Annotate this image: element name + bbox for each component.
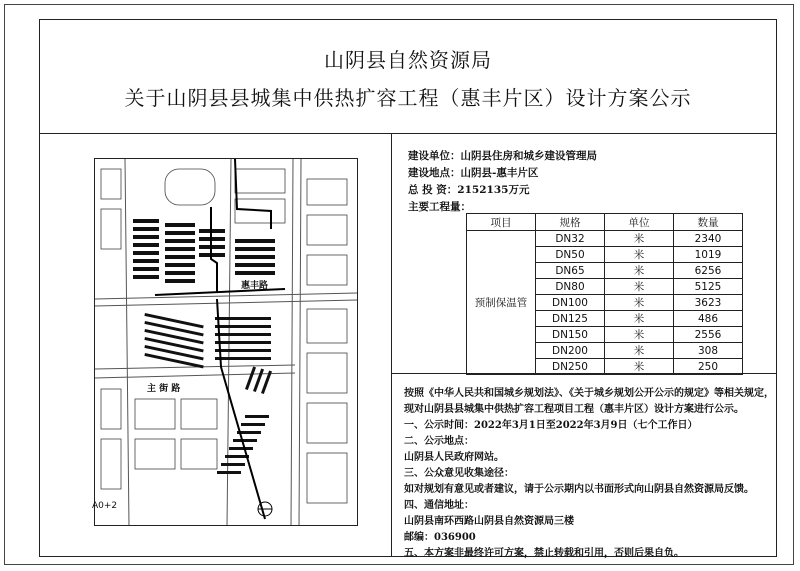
spec-cell: DN80 bbox=[536, 279, 605, 295]
unit-cell: 米 bbox=[605, 327, 674, 343]
spec-cell: DN125 bbox=[536, 311, 605, 327]
table-header-row bbox=[467, 214, 743, 231]
spec-cell: DN65 bbox=[536, 263, 605, 279]
qty-cell: 308 bbox=[674, 343, 743, 359]
notice-time: 一、公示时间：2022年3月1日至2022年3月9日（七个工作日） bbox=[404, 420, 698, 431]
site-plan-drawing bbox=[95, 159, 358, 526]
public-notice-text bbox=[392, 374, 776, 559]
unit-cell: 米 bbox=[605, 263, 674, 279]
project-info-panel bbox=[392, 134, 776, 374]
unit-cell: 米 bbox=[605, 295, 674, 311]
qty-cell: 3623 bbox=[674, 295, 743, 311]
road-label-mid: 惠丰路 bbox=[241, 281, 269, 291]
title-block bbox=[40, 20, 776, 134]
notice-paragraph-2: 现对山阴县县城集中供热扩容工程项目工程（惠丰片区）设计方案进行公示。 bbox=[404, 404, 744, 415]
quantities-table bbox=[466, 213, 743, 375]
north-arrow-icon bbox=[258, 502, 272, 516]
notice-title: 关于山阴县县城集中供热扩容工程（惠丰片区）设计方案公示 bbox=[124, 86, 692, 110]
unit-cell: 米 bbox=[605, 247, 674, 263]
address-heading: 四、通信地址： bbox=[404, 500, 474, 511]
qty-cell: 2340 bbox=[674, 231, 743, 247]
item-name-cell: 预制保温管 bbox=[467, 231, 536, 375]
qty-cell: 486 bbox=[674, 311, 743, 327]
total-investment: 总 投 资：2152135万元 bbox=[408, 184, 530, 196]
unit-cell: 米 bbox=[605, 279, 674, 295]
quantities-heading: 主要工程量： bbox=[408, 201, 471, 213]
unit-cell: 米 bbox=[605, 343, 674, 359]
map-panel bbox=[40, 134, 392, 556]
drawing-sheet bbox=[4, 4, 794, 565]
qty-cell: 250 bbox=[674, 359, 743, 375]
feedback-text: 如对规划有意见或者建议，请于公示期内以书面形式向山阴县自然资源局反馈。 bbox=[404, 484, 754, 495]
qty-cell: 6256 bbox=[674, 263, 743, 279]
spec-cell: DN50 bbox=[536, 247, 605, 263]
header-item: 项目 bbox=[467, 214, 536, 231]
postcode: 邮编：036900 bbox=[404, 532, 476, 543]
site-plan-map bbox=[94, 158, 358, 526]
spec-cell: DN250 bbox=[536, 359, 605, 375]
spec-cell: DN100 bbox=[536, 295, 605, 311]
spec-cell: DN150 bbox=[536, 327, 605, 343]
address-text: 山阴县南环西路山阴县自然资源局三楼 bbox=[404, 516, 574, 527]
header-spec: 规格 bbox=[536, 214, 605, 231]
unit-cell: 米 bbox=[605, 359, 674, 375]
drawing-frame bbox=[39, 19, 777, 557]
issuer-title: 山阴县自然资源局 bbox=[324, 48, 492, 72]
header-unit: 单位 bbox=[605, 214, 674, 231]
notice-paragraph-1: 按照《中华人民共和国城乡规划法》、《关于城乡规划公开公示的规定》等相关规定， bbox=[404, 388, 774, 399]
qty-cell: 1019 bbox=[674, 247, 743, 263]
qty-cell: 2556 bbox=[674, 327, 743, 343]
feedback-heading: 三、公众意见收集途径： bbox=[404, 468, 514, 479]
construction-site: 建设地点：山阴县-惠丰片区 bbox=[408, 167, 539, 179]
unit-cell: 米 bbox=[605, 311, 674, 327]
header-qty: 数量 bbox=[674, 214, 743, 231]
table-row bbox=[467, 231, 743, 247]
sheet-size-label: A0+2 bbox=[92, 501, 118, 511]
notice-place: 山阴县人民政府网站。 bbox=[404, 452, 504, 463]
unit-cell: 米 bbox=[605, 231, 674, 247]
spec-cell: DN32 bbox=[536, 231, 605, 247]
spec-cell: DN200 bbox=[536, 343, 605, 359]
road-label-main: 主 街 路 bbox=[147, 384, 181, 394]
notice-place-heading: 二、公示地点： bbox=[404, 436, 474, 447]
qty-cell: 5125 bbox=[674, 279, 743, 295]
construction-unit: 建设单位：山阴县住房和城乡建设管理局 bbox=[408, 150, 597, 162]
disclaimer: 五、本方案非最终许可方案，禁止转载和引用，否则后果自负。 bbox=[404, 548, 684, 559]
